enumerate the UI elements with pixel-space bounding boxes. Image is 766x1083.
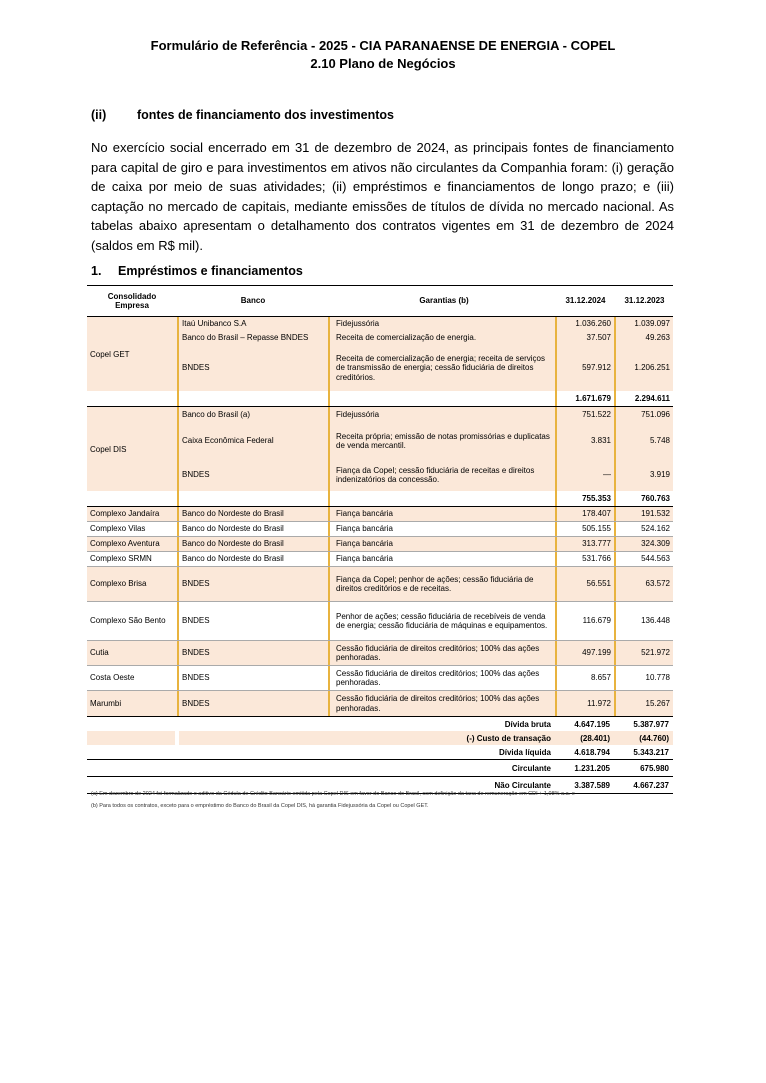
table-row: Complexo Jandaíra Banco do Nordeste do Brasil Fiança bancária 178.407 191.532	[87, 507, 673, 522]
header-garantias: Garantias (b)	[419, 296, 469, 306]
subsection-heading	[91, 264, 303, 278]
subsection-title: Empréstimos e financiamentos	[118, 264, 303, 278]
summary-row-custo-transacao: (-) Custo de transação (28.401) (44.760)	[87, 731, 673, 745]
section-heading	[91, 108, 394, 122]
subtotal-row: 1.671.679 2.294.611	[575, 394, 670, 404]
table-row: BNDES Fiança da Copel; cessão fiduciária de receitas e direitos indenizatórios da concessão. — 3.919	[182, 465, 670, 484]
header-2023: 31.12.2023	[624, 296, 665, 306]
table-row: Costa Oeste BNDES Cessão fiduciária de direitos creditórios; 100% das ações penhoradas. 8.657 10.778	[87, 666, 673, 691]
summary-row-divida-bruta: Dívida bruta 4.647.195 5.387.977	[504, 719, 669, 729]
loans-table	[87, 285, 673, 794]
footnote-b: (b) Para todos os contratos, exceto para o empréstimo do Banco do Brasil da Copel DIS, há garantia Fidejussória da Copel ou Copel GET.	[91, 803, 429, 809]
group-copel-dis	[87, 407, 673, 507]
table-row: BNDES Receita de comercialização de energia; receita de serviços de transmissão de energia; cessão fiduciária de direitos creditórios. 597.912 1.206.251	[182, 353, 670, 382]
group-copel-get	[87, 317, 673, 407]
summary-row-circulante: Circulante 1.231.205 675.980	[87, 760, 673, 777]
table-row: Complexo SRMN Banco do Nordeste do Brasil Fiança bancária 531.766 544.563	[87, 552, 673, 567]
footnote-a: (a) Em dezembro de 2024 foi formalizado o aditivo da Cédula de Crédito Bancário emitida pela Copel DIS em favor do Banco do Brasil, com definição da taxa de remuneração em CDI + 1,08% a.a. e	[91, 791, 575, 797]
table-row: Marumbi BNDES Cessão fiduciária de direitos creditórios; 100% das ações penhoradas. 11.972 15.267	[87, 691, 673, 717]
section-number: (ii)	[91, 108, 107, 122]
empresa-copel-dis: Copel DIS	[90, 444, 127, 454]
section-title: fontes de financiamento dos investimentos	[137, 108, 394, 122]
table-row: Caixa Econômica Federal Receita própria; emissão de notas promissórias e duplicatas de venda mercantil. 3.831 5.748	[182, 431, 670, 450]
table-header	[87, 285, 673, 317]
subtotal-row: 755.353 760.763	[582, 494, 670, 504]
empresa-copel-get: Copel GET	[90, 349, 130, 359]
summary-row-nao-circulante: Não Circulante 3.387.589 4.667.237	[87, 777, 673, 794]
intro-paragraph: No exercício social encerrado em 31 de dezembro de 2024, as principais fontes de financiamento para capital de giro e para investimentos em ativos não circulantes da Companhia foram: (i) geração de caixa por meio de suas atividades; (ii) empréstimos e financiamentos de longo prazo; e (iii) captação no mercado de capitais, mediante emissões de títulos de dívida no mercado nacional. As tabelas abaixo apresentam o detalhamento dos contratos vigentes em 31 de dezembro de 2024 (saldos em R$ mil).	[91, 140, 674, 253]
table-row: Cutia BNDES Cessão fiduciária de direitos creditórios; 100% das ações penhoradas. 497.199 521.972	[87, 641, 673, 666]
table-row: Banco do Brasil (a) Fidejussória 751.522 751.096	[182, 410, 670, 420]
table-row: Banco do Brasil – Repasse BNDES Receita de comercialização de energia. 37.507 49.263	[182, 333, 670, 343]
table-row: Complexo Brisa BNDES Fiança da Copel; penhor de ações; cessão fiduciária de direitos creditórios e de receitas. 56.551 63.572	[87, 567, 673, 602]
table-row: Complexo São Bento BNDES Penhor de ações; cessão fiduciária de recebíveis de venda de energia; cessão fiduciária de máquinas e equipamentos. 116.679 136.448	[87, 602, 673, 641]
document-subtitle: 2.10 Plano de Negócios	[310, 56, 456, 71]
header-empresa: Consolidado Empresa	[107, 291, 157, 310]
table-row: Complexo Vilas Banco do Nordeste do Brasil Fiança bancária 505.155 524.162	[87, 522, 673, 537]
table-row: Itaú Unibanco S.A Fidejussória 1.036.260 1.039.097	[182, 319, 670, 329]
summary-row-divida-liquida: Dívida líquida 4.618.794 5.343.217	[87, 745, 673, 760]
header-banco: Banco	[240, 296, 266, 306]
subsection-number: 1.	[91, 264, 102, 278]
document-title: Formulário de Referência - 2025 - CIA PARANAENSE DE ENERGIA - COPEL	[150, 38, 616, 53]
header-2024: 31.12.2024	[565, 296, 606, 306]
table-row: Complexo Aventura Banco do Nordeste do Brasil Fiança bancária 313.777 324.309	[87, 537, 673, 552]
